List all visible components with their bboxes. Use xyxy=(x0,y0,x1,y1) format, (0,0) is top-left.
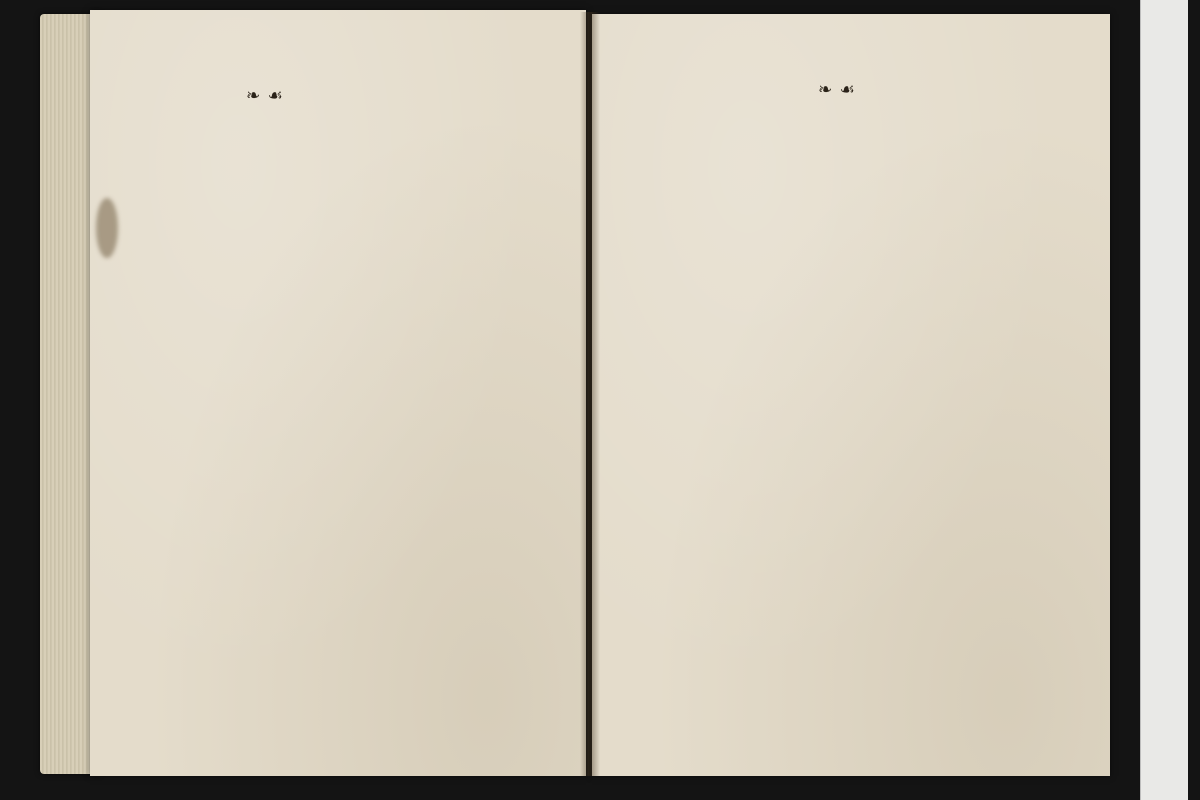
fleuron-icon: ❧ xyxy=(818,80,834,100)
page-stain xyxy=(96,198,118,258)
fleuron-icon: ☙ xyxy=(839,80,856,100)
open-book xyxy=(40,8,1120,788)
page-number-left xyxy=(246,86,284,106)
measurement-ruler xyxy=(1140,0,1188,800)
right-page xyxy=(592,14,1110,776)
fleuron-icon: ❧ xyxy=(246,86,262,106)
page-number-right xyxy=(818,80,856,100)
ruler-scale xyxy=(1140,0,1188,800)
book-gutter xyxy=(580,12,600,776)
fleuron-icon: ☙ xyxy=(267,86,284,106)
left-page xyxy=(90,10,586,776)
